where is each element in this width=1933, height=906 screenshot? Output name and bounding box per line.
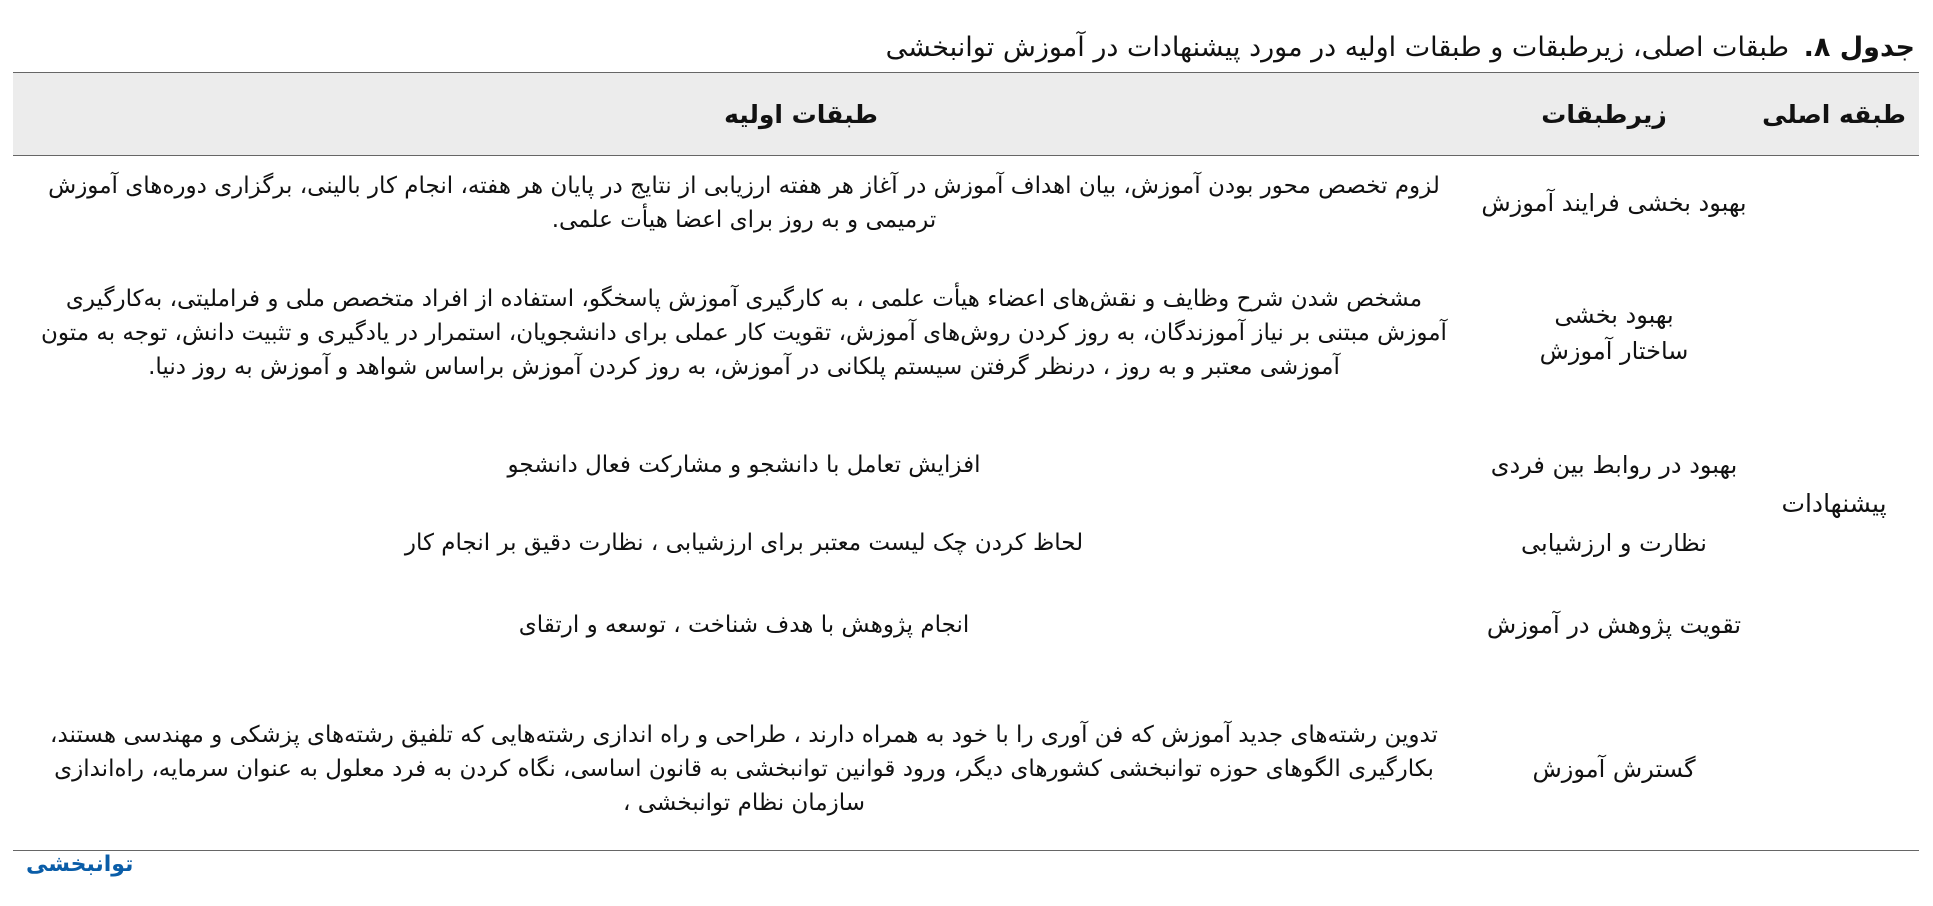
caption-label: جدول ۸. — [1803, 32, 1915, 63]
subcategory-cell: تقویت پژوهش در آموزش — [1486, 611, 1742, 639]
caption-text: طبقات اصلی، زیرطبقات و طبقات اولیه در مورد پیشنهادات در آموزش توانبخشی — [885, 32, 1789, 63]
table-row — [13, 704, 1749, 834]
primary-category-cell: لزوم تخصص محور بودن آموزش، بیان اهداف آموزش در آغاز هر هفته ارزیابی از نتایج در پایان هر هفته، انجام کار بالینی، برگزاری دوره‌های آموزش ترمیمی و به روز برای اعضا هیأت علمی. — [48, 173, 1440, 233]
table-body — [13, 156, 1919, 850]
primary-category-cell: مشخص شدن شرح وظایف و نقش‌های اعضاء هیأت علمی ، به کارگیری آموزش پاسخگو، استفاده از افراد متخصص ملی و فراملیتی، به‌کارگیری آموزش مبتنی بر نیاز آموزندگان، به روز کردن روش‌های آموزش، تقویت کار عملی برای دانشجویان، استمرار در یادگیری و تثبیت دانش، توجه به متون آموزشی معتبر و به روز ، درنظر گرفتن سیستم پلکانی در آموزش، به روز کردن آموزش براساس شواهد و آموزش به روز دنیا. — [41, 286, 1447, 380]
header-main-category: طبقه اصلی — [1762, 99, 1906, 129]
subcategory-cell: گسترش آموزش — [1532, 755, 1696, 783]
primary-category-cell: انجام پژوهش با هدف شناخت ، توسعه و ارتقای — [518, 612, 970, 638]
subcategory-cell: نظارت و ارزشیابی — [1521, 529, 1707, 557]
header-subcategories: زیرطبقات — [1541, 99, 1667, 129]
primary-category-cell: افزایش تعامل با دانشجو و مشارکت فعال دانشجو — [507, 452, 981, 478]
primary-category-cell: لحاظ کردن چک لیست معتبر برای ارزشیابی ، نظارت دقیق بر انجام کار — [404, 530, 1084, 556]
header-primary-categories: طبقات اولیه — [724, 99, 878, 129]
subcategory-cell: بهبود در روابط بین فردی — [1490, 451, 1738, 479]
table-row — [13, 440, 1749, 490]
table-header — [13, 73, 1919, 156]
subcategory-cell: بهبود بخشی فرایند آموزش — [1481, 189, 1747, 217]
table-caption — [30, 30, 1915, 66]
table-row — [13, 600, 1749, 650]
main-category-cell: پیشنهادات — [1781, 488, 1887, 518]
primary-category-cell: تدوین رشته‌های جدید آموزش که فن آوری را با خود به همراه دارند ، طراحی و راه اندازی رشته‌هایی که تلفیق رشته‌های پزشکی و مهندسی هستند، بکارگیری الگوهای حوزه توانبخشی کشورهای دیگر، ورود قوانین توانبخشی به قانون اساسی، نگاه کردن به فرد معلول به عنوان سرمایه، راه‌اندازی سازمان نظام توانبخشی ، — [50, 722, 1438, 816]
journal-logo: توانبخشی — [26, 852, 134, 877]
subcategory-cell: بهبود بخشی ساختار آموزش — [1539, 301, 1689, 365]
table-row — [13, 252, 1749, 414]
table-row — [13, 518, 1749, 568]
table-row — [13, 160, 1749, 246]
recommendations-table — [13, 72, 1919, 851]
